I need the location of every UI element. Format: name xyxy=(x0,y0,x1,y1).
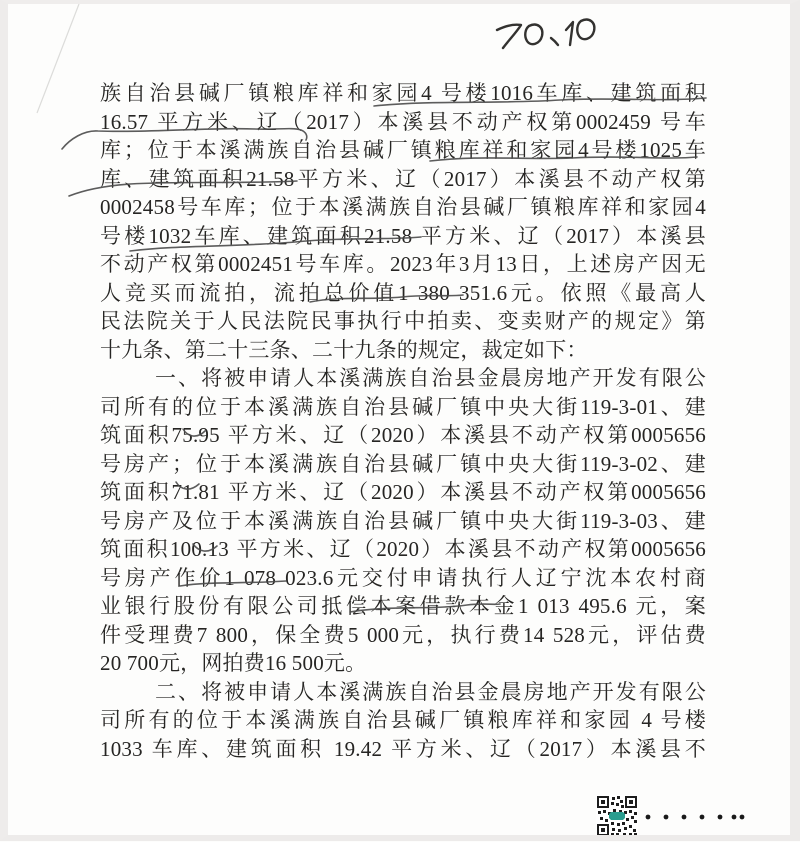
document-line: 号房产及位于本溪满族自治县碱厂镇中央大街119-3-03、建 xyxy=(100,508,706,533)
handwritten-note xyxy=(497,20,594,48)
document-line: 0002458号车库；位于本溪满族自治县碱厂镇粮库祥和家园4 xyxy=(100,195,706,219)
separator-dots xyxy=(640,810,752,824)
document-line: 1033 车库、建筑面积 19.42 平方米、辽（2017）本溪县不 xyxy=(100,736,706,761)
document-line: 司所有的位于本溪满族自治县碱厂镇粮库祥和家园 4 号楼 xyxy=(100,708,706,732)
document-line: 人竞买而流拍，流拍总价值1 380 351.6元。依照《最高人 xyxy=(100,280,706,305)
document-line: 司所有的位于本溪满族自治县碱厂镇中央大街119-3-01、建 xyxy=(100,394,706,419)
paper-crease xyxy=(37,4,79,113)
document-line: 民法院关于人民法院民事执行中拍卖、变卖财产的规定》第 xyxy=(100,309,706,333)
document-line: 20 700元，网拍费16 500元。 xyxy=(100,651,367,675)
document-line: 二、将被申请人本溪满族自治县金晨房地产开发有限公 xyxy=(155,679,706,704)
document-line: 一、将被申请人本溪满族自治县金晨房地产开发有限公 xyxy=(155,366,706,390)
document-line: 十九条、第二十三条、二十九条的规定，裁定如下： xyxy=(100,337,588,362)
document-line: 库、建筑面积21.58平方米、辽（2017）本溪县不动产权第 xyxy=(100,166,706,191)
document-line: 族自治县碱厂镇粮库祥和家园4 号楼1016车库、建筑面积 xyxy=(100,81,706,105)
qr-code xyxy=(596,795,638,837)
document-page xyxy=(100,79,706,763)
document-line: 业银行股份有限公司抵偿本案借款本金1 013 495.6 元，案 xyxy=(100,594,706,618)
document-line: 16.57 平方米、辽（2017）本溪县不动产权第0002459 号车 xyxy=(100,109,706,134)
document-line: 号楼1032车库、建筑面积21.58 平方米、辽（2017）本溪县 xyxy=(100,223,706,248)
document-line: 件受理费7 800，保全费5 000元，执行费14 528元，评估费 xyxy=(100,622,706,647)
document-line: 筑面积75.95 平方米、辽（2020）本溪县不动产权第0005656 xyxy=(100,423,706,447)
document-line: 库；位于本溪满族自治县碱厂镇粮库祥和家园4号楼1025车 xyxy=(100,138,706,162)
document-line: 不动产权第0002451号车库。2023年3月13日，上述房产因无 xyxy=(100,252,706,276)
qr-center-logo xyxy=(609,812,625,820)
document-line: 筑面积71.81 平方米、辽（2020）本溪县不动产权第0005656 xyxy=(100,480,706,504)
document-line: 号房产；位于本溪满族自治县碱厂镇中央大街119-3-02、建 xyxy=(100,451,706,476)
document-line: 号房产作价1 078 023.6元交付申请执行人辽宁沈本农村商 xyxy=(100,565,706,590)
document-line: 筑面积100.13 平方米、辽（2020）本溪县不动产权第0005656 xyxy=(100,537,706,561)
